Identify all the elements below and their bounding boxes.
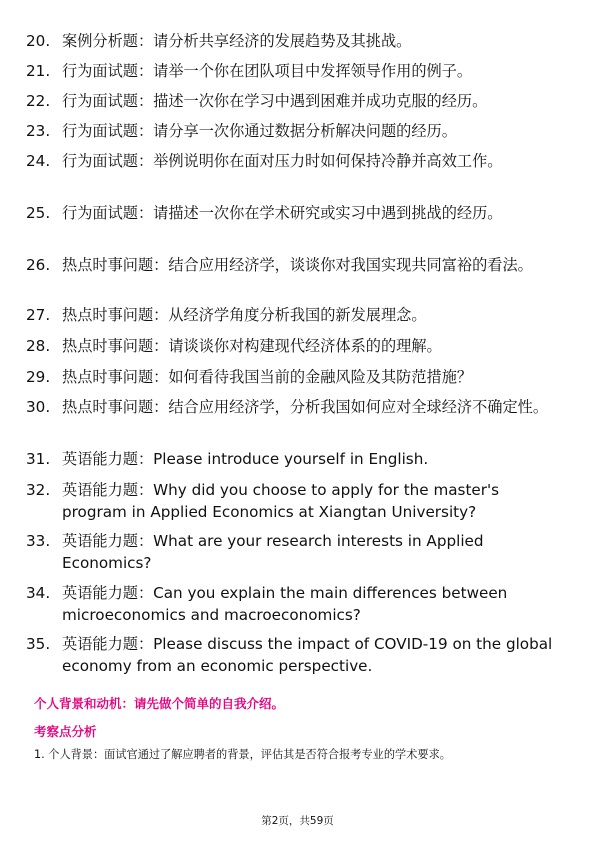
analysis-paragraph: 1. 个人背景：面试官通过了解应聘者的背景，评估其是否符合报考专业的学术要求。 [34,748,451,761]
question-number: 34. [26,584,51,602]
question-24 [26,150,566,172]
question-25 [26,202,566,224]
question-number: 23. [26,122,51,140]
question-text: 行为面试题：请举一个你在团队项目中发挥领导作用的例子。 [62,62,473,80]
question-text: 英语能力题：Can you explain the main differences between microeconomics and macroeconomics? [62,584,508,624]
question-text: 行为面试题：请描述一次你在学术研究或实习中遇到挑战的经历。 [62,204,503,222]
question-number: 31. [26,450,51,468]
question-text: 英语能力题：Why did you choose to apply for the master's program in Applied Economics at Xiangtan University? [62,481,500,521]
question-number: 32. [26,481,51,499]
question-31 [26,448,566,470]
section-heading: 个人背景和动机：请先做个简单的自我介绍。 [34,696,285,711]
question-text: 热点时事问题：请谈谈你对构建现代经济体系的的理解。 [62,337,442,355]
question-number: 26. [26,256,51,274]
question-34 [26,582,566,626]
question-23 [26,120,566,142]
question-number: 27. [26,306,51,324]
question-number: 29. [26,368,51,386]
question-text: 行为面试题：请分享一次你通过数据分析解决问题的经历。 [62,122,457,140]
question-number: 22. [26,92,51,110]
question-number: 21. [26,62,51,80]
question-32 [26,479,566,523]
question-text: 英语能力题：Please discuss the impact of COVID-19 on the global economy from an economic perspective. [62,635,553,675]
question-27 [26,304,566,326]
question-number: 25. [26,204,51,222]
question-text: 热点时事问题：结合应用经济学，谈谈你对我国实现共同富裕的看法。 [62,256,533,274]
question-number: 30. [26,398,51,416]
question-20 [26,30,566,52]
question-30 [26,396,566,418]
question-33 [26,530,566,574]
question-text: 热点时事问题：从经济学角度分析我国的新发展理念。 [62,306,427,324]
question-35 [26,633,566,677]
question-26 [26,254,566,276]
question-text: 案例分析题：请分析共享经济的发展趋势及其挑战。 [62,32,412,50]
question-text: 行为面试题：描述一次你在学习中遇到困难并成功克服的经历。 [62,92,488,110]
analysis-heading: 考察点分析 [34,724,97,739]
page-footer: 第2页，共59页 [261,815,334,827]
question-text: 行为面试题：举例说明你在面对压力时如何保持冷静并高效工作。 [62,152,503,170]
question-text: 英语能力题：What are your research interests in Applied Economics? [62,532,484,572]
question-28 [26,335,566,357]
question-29 [26,366,566,388]
question-22 [26,90,566,112]
question-text: 热点时事问题：结合应用经济学，分析我国如何应对全球经济不确定性。 [62,398,548,416]
question-21 [26,60,566,82]
question-text: 热点时事问题：如何看待我国当前的金融风险及其防范措施？ [62,368,473,386]
question-text: 英语能力题：Please introduce yourself in English. [62,450,429,468]
question-number: 35. [26,635,51,653]
question-number: 33. [26,532,51,550]
question-number: 20. [26,32,51,50]
question-number: 24. [26,152,51,170]
question-number: 28. [26,337,51,355]
